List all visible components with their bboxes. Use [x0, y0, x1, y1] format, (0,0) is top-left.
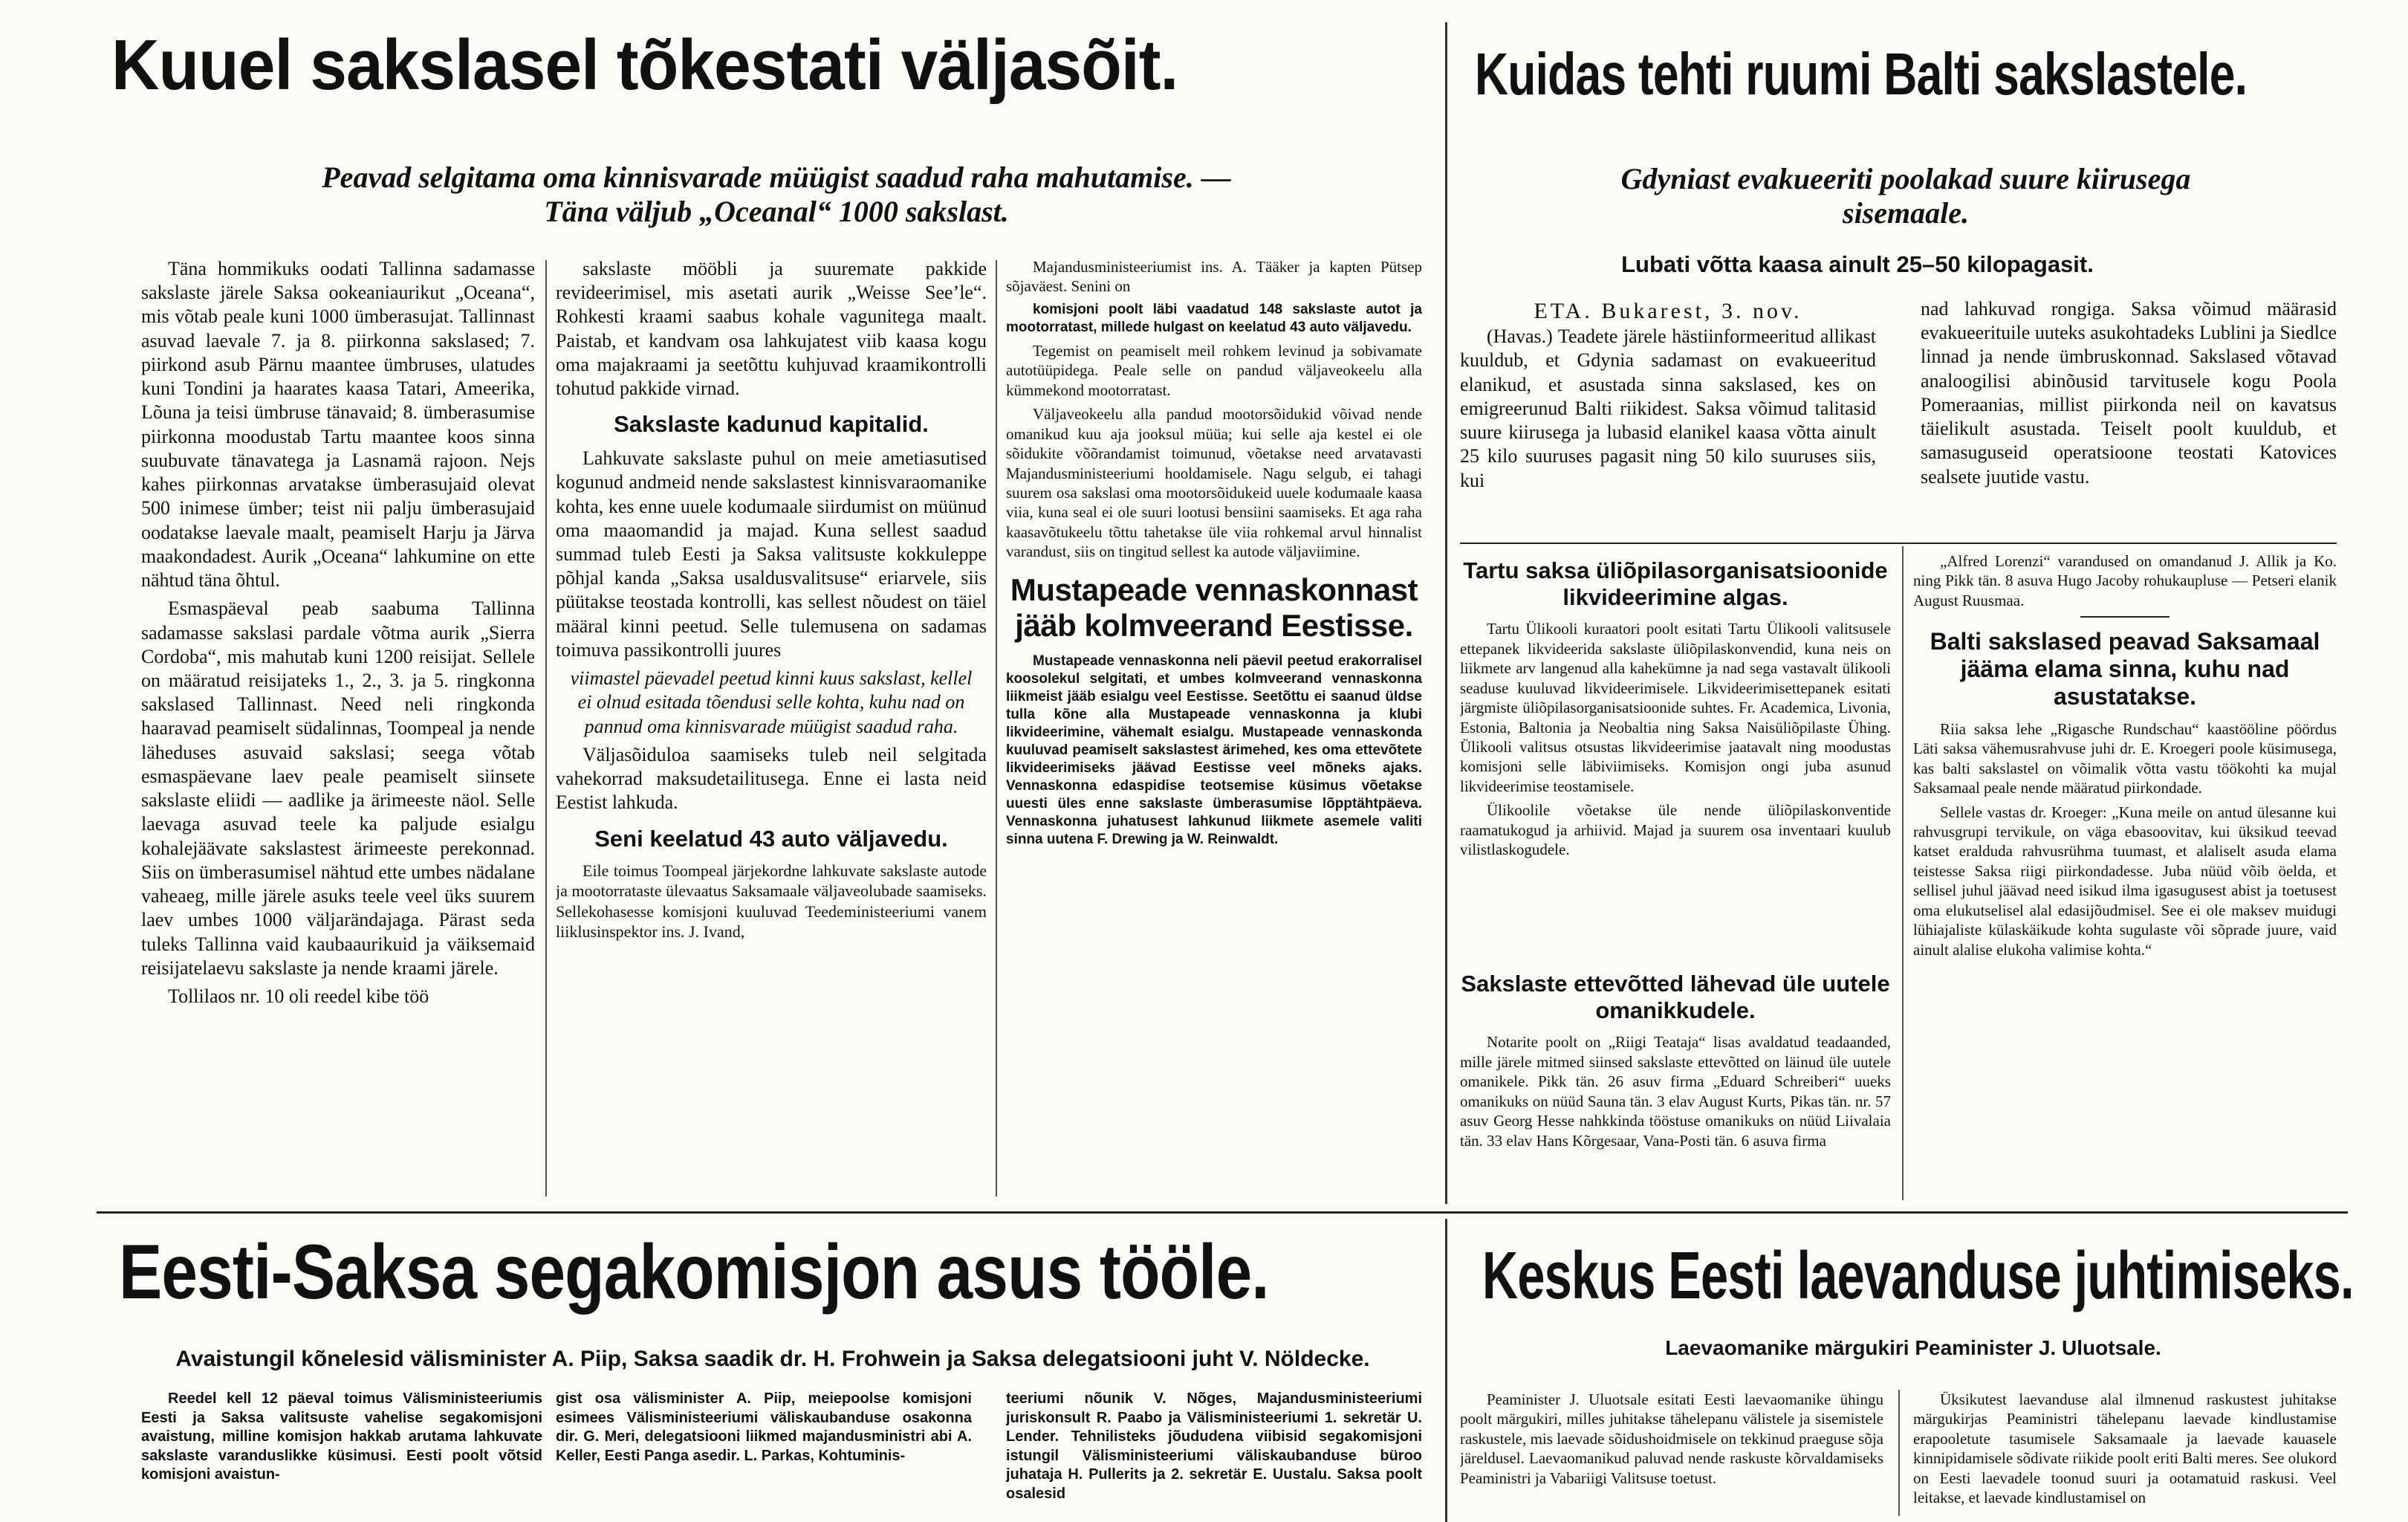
bottom-left-subhead: Avaistungil kõnelesid välisminister A. Piip, Saksa saadik dr. H. Frohwein ja Saksa delegatsiooni juht V. Nöldecke. — [175, 1347, 1370, 1371]
paragraph: Esmaspäeval peab saabuma Tallinna sadamasse sakslasi pardale võtma aurik „Sierra Cordoba“, mis mahutab kuni 1200 reisijat. Sellele on määratud reisijateks 1., 2., 3. ja 5. ringkonna sakslased Tallinnast. Need neli ringkonda haaravad peamiselt südalinnas, Toompeal ja nende läheduses asuvaid sakslasi; seega võtab esmaspäevane laev peale peamiselt siinsete sakslaste eliidi — aadlike ja ärimeeste näol. Selle laevaga asuvad teele ka paljude esialgu kohalejäävate sakslastest ärimeeste perekonnad. Siis on ümberasumisel nähtud ette umbes nädalane vaheaeg, mille järele asuks teele veel üks suurem laev umbes 1000 väljarändajaga. Pärast seda tuleks Tallinna vaid kaubaaurikuid ja väiksemaid reisijatelaevu sakslaste ja nende kraami järele. — [141, 598, 535, 979]
paragraph: Notarite poolt on „Riigi Teataja“ lisas avaldatud teadaanded, mille järele mitmed siinsed sakslaste ettevõtted on läinud üle uutele omanikele. Pikk tän. 26 asuv firma „Eduard Schreiberi“ uueks omanikuks on nüüd Sauna tän. 3 elav August Kurts, Pikas tän. nr. 57 asuv Georg Hesse nahkkinda tööstuse omanikuks on nüüd Liivalaia tän. 33 elav Hans Kõrgesaar, Vana-Posti tän. 6 asuva firma — [1460, 1033, 1891, 1150]
section-heading: Balti sakslased peavad Saksamaal jääma elama sinna, kuhu nad asustatakse. — [1930, 628, 2320, 710]
paragraph: Riia saksa lehe „Rigasche Rundschau“ kaastööline pöördus Läti saksa vähemusrahvuse juhi dr. E. Kroegeri poole küsimusega, kas balti sakslastel on võimalik võtta vastu töökohti ka mujal Saksamaal peale nende määratud piirkondade. — [1913, 719, 2337, 797]
main-deck-line1: Peavad selgitama oma kinnisvarade müügist saadud raha mahutamise. — — [322, 161, 1231, 194]
right-col-2 — [1921, 297, 2337, 535]
bold-passage: komisjoni poolt läbi vaadatud 148 sakslaste autot ja mootorratast, millede hulgast on keelatud 43 auto väljavedu. — [1006, 301, 1422, 335]
tartu-article — [1460, 551, 1891, 975]
section-heading: Sakslaste ettevõtted lähevad üle uutele omanikkudele. — [1461, 971, 1890, 1023]
bottom-right-headline: Keskus Eesti laevanduse juhtimiseks. — [1482, 1239, 2354, 1313]
paragraph: gist osa välisminister A. Piip, meiepoolse komisjoni esimees Välisministeeriumi väliskaubanduse osakonna dir. G. Meri, delegatsiooni liikmed majandusministri abi A. Keller, Eesti Panga asedir. L. Parkas, Kohtuminis- — [556, 1390, 972, 1464]
section-divider — [1445, 22, 1447, 1204]
right-subhead: Lubati võtta kaasa ainult 25–50 kilopagasit. — [1621, 251, 2094, 277]
paragraph: Täna hommikuks oodati Tallinna sadamasse sakslaste järele Saksa ookeaniaurikut „Oceana“, mis võtab peale kuni 1000 ümberasujat. Tallinnast asuvad laevale 7. ja 8. piirkonna sakslased; 7. piirkond asub Pärnu maantee ümbruses, ulatudes kuni Tondini ja haarates kaasa Tatari, Ameerika, Lõuna ja teisi ümbruse tänavaid; 8. ümberasumise piirkonna moodustab Tartu maantee koos sinna suubuvate tänavatega ja Lasnamä rajoon. Nejs kahes piirkonnas arvatakse ümberasujaid olevat 500 inimese ümber; teist nii palju ümberasujaid oodatakse laevale maalt, peamiselt Harju ja Järva maakondadest. Aurik „Oceana“ lahkumine on ette nähtud täna õhtul. — [141, 258, 535, 592]
column-rule — [996, 260, 997, 1196]
owners-article — [1460, 960, 1891, 1205]
paragraph: Reedel kell 12 päeval toimus Välisministeeriumis Eesti ja Saksa valitsuste vahelise segakomisjoni avaistung, milline komisjon hakkab arutama lahkuvate sakslaste varanduslikke küsimusi. Eesti poolt võtsid komisjoni avaistun- — [141, 1390, 542, 1483]
right-col-3 — [1913, 551, 2337, 1198]
paragraph: Väljaveokeelu alla pandud mootorsõidukid võivad nende omanikud kuu aja jooksul müüa; kui selle aja kestel ei ole sõidukite võõrandamist toimunud, võetakse need arvatavasti Majandusministeeriumi hooldamisele. Nagu selgub, ei tahagi suurem osa sakslasi oma mootorsõidukeid uuele kodumaale kaasa viia, kuna seal ei ole suuri lootusi bensiini saamiseks. Et aga raha kaasavõtukeelu tõttu tahetakse üle viia rohkemal arvul hinnalist varandust, siis on tingitud sellest ka autode väljaviimine. — [1006, 405, 1422, 561]
paragraph: „Alfred Lorenzi“ varandused on omandanud J. Allik ja Ko. ning Pikk tän. 8 asuva Hugo Jacoby rohukaupluse — Petseri elanik August Ruusmaa. — [1913, 552, 2337, 609]
bottom-left-col-3 — [1006, 1390, 1422, 1516]
main-deck — [111, 161, 1441, 229]
italic-passage: viimastel päevadel peetud kinni kuus sakslast, kellel ei olnud esitada tõendusi selle kohta, kuhu nad on pannud oma kinnisvarade müügist saadud raha. — [570, 667, 973, 737]
paragraph: sakslaste mööbli ja suuremate pakkide revideerimisel, mis asetati aurik „Weisse See’le“. Rohkesti kraami saabus kohale vagunitega maalt. Paistab, et kandvam osa lahkujatest viib kaasa kogu oma majakraami ja seetõttu kuhjuvad kraamikontrolli tohutud pakkide virnad. — [556, 258, 987, 400]
bold-passage: Mustapeade vennaskonna neli päevil peetud erakorralisel koosolekul selgitati, et umbes kolmveerand vennaskonna liikmeist jääb esialgu veel Eestisse. Seetõttu ei saanud üldse tulla kõne alla Mustapeade vennaskonna ja klubi likvideerimine, vähemalt esialgu. Mustapeade vennaskonda kuuluvad peamiselt sakslastest ärimehed, kes oma ettevõtete likvideerimiseks jäävad Eestisse veel mõneks ajaks. Vennaskonna edaspidise teotsemise küsimus võetakse uuesti üles enne sakslaste ümberasumise lõpptähtpäeva. Vennaskonna juhatusest lahkunud liikmete asemele valiti sinna uutena F. Drewing ja W. Reinwaldt. — [1006, 653, 1422, 847]
bottom-left-col-1 — [141, 1390, 542, 1516]
column-rule — [1898, 1390, 1900, 1516]
short-rule — [2080, 616, 2170, 618]
section-heading: Sakslaste kadunud kapitalid. — [614, 411, 929, 438]
page-divider — [97, 1211, 2348, 1214]
paragraph: Tartu Ülikooli kuraatori poolt esitati Tartu Ülikooli valitsusele ettepanek likvideerida sakslaste üliõpilaskonvendid, kuna neis on liikmete arv langenud alla kahekümne ja nad sega vastavalt ülikooli seaduse kuuluvad likvideerimisele. Likvideerimisettepanek esitati järgmiste üliõpilasorganisatsioonide suhtes. Fr. Academica, Livonia, Estonia, Baltonia ja Neobaltia ning Saksa Naisüliõpilaste Ühing. Ülikooli valitsus otsustas likvideerimise jaatavalt ning moodustas komisjoni selle läbiviimiseks. Komisjon ongi juba asunud likvideerimise teostamisele. — [1460, 620, 1891, 795]
paragraph: (Havas.) Teadete järele hästiinformeeritud allikast kuuldub, et Gdynia sadamast on evakueeritud elanikud, et asustada sinna sakslased, kes on emigreerunud Balti riikidest. Saksa võimud talitasid suure kiirusega ja lubasid elanikel kaasa võtta ainult 25 kilo suuruses pagasit ning 50 kilo suuruses siis, kui — [1460, 326, 1876, 491]
right-headline: Kuidas tehti ruumi Balti sakslastele. — [1475, 41, 2248, 107]
paragraph: Eile toimus Toompeal järjekordne lahkuvate sakslaste autode ja mootorrataste ülevaatus Saksamaale väljaveolubade saamiseks. Sellekohasesse komisjoni kuuluvad Teedeministeeriumi vanem liiklusinspektor ins. J. Ivand, — [556, 861, 987, 941]
bottom-right-subhead: Laevaomanike märgukiri Peaminister J. Uluotsale. — [1665, 1336, 2161, 1359]
section-divider — [1445, 1219, 1447, 1522]
section-rule — [1460, 543, 2337, 544]
right-deck-line1: Gdyniast evakueeriti poolakad suure kiirusega — [1620, 162, 2191, 195]
bottom-left-headline: Eesti-Saksa segakomisjon asus tööle. — [119, 1229, 1269, 1315]
right-deck-line2: sisemaale. — [1843, 196, 1969, 230]
column-rule — [1902, 546, 1904, 1200]
paragraph: Sellele vastas dr. Kroeger: „Kuna meile on antud ülesanne kui rahvusgrupi tervikule, on väga ebasoovitav, kui üksikud teevad katset eralduda rahvusrühma tuumast, et alaliselt asuda elama teistesse Saksa riigi piirkondadesse. Juba nüüd võib öelda, et sellisel juhul jäävad need isikud ilma igasugusest abist ja toetusest oma elukutselisel alal edasijõudmisel. See ei ole maksev muidugi lühiajaliste külaskäikude kohta sugulaste või sõprade juure, vaid ainult alalise elukoha valimise kohta.“ — [1913, 803, 2337, 959]
paragraph: Ülikoolile võetakse üle nende üliõpilaskonventide raamatukogud ja arhiivid. Majad ja suurem osa inventaari kuulub vilistlaskogudele. — [1460, 801, 1891, 859]
right-col-1 — [1460, 297, 1876, 535]
right-deck — [1460, 162, 2352, 230]
left-col-3 — [1006, 257, 1422, 1201]
paragraph: Lahkuvate sakslaste puhul on meie ametiasutised kogunud andmeid nende sakslastest kinnisvaraomanike kohta, kes enne uuele kodumaale siirdumist on müünud oma maaomandid ja majad. Kuna sellest saadud summad tuleb Eesti ja Saksa valitsuste kokkuleppe põhjal kanda „Saksa usaldusvalitsuse“ eriarvele, siis püütakse teostada kontrolli, kas sellest nõudest on täiel määral kinni peetud. Selle tulemusena on sadamas toimuva passikontrolli juures — [556, 447, 987, 661]
paragraph: Tollilaos nr. 10 oli reedel kibe töö — [168, 985, 429, 1008]
section-heading: Seni keelatud 43 auto väljavedu. — [594, 825, 948, 852]
paragraph: nad lahkuvad rongiga. Saksa võimud määrasid evakueerituile uuteks asukohtadeks Lublini ja Siedlce linnad ja nende ümbruskonnad. Sakslased võtavad analoogilisi abinõusid tarvitusele kogu Poola Pomeraanias, millist piirkonda neil on kavatsus täielikult asustada. Teiselt poolt kuuldub, et samasuguseid operatsioone teostati Katovices sealsete juutide vastu. — [1921, 298, 2337, 488]
bottom-left-col-2 — [556, 1390, 972, 1516]
paragraph: teeriumi nõunik V. Nõges, Majandusministeeriumi juriskonsult R. Paabo ja Välisministeeriumi 1. sekretär U. Lender. Tehnilisteks jõududena viibisid segakomisjoni istungil Välisministeeriumi väliskaubanduse büroo juhataja H. Pullerits ja 2. sekretär E. Uustalu. Saksa poolt osalesid — [1006, 1390, 1422, 1502]
paragraph: Väljasõiduloa saamiseks tuleb neil selgitada vahekorrad maksudetailitusega. Enne ei lasta neid Eestist lahkuda. — [556, 743, 987, 814]
left-col-1 — [141, 257, 535, 1201]
main-headline: Kuuel sakslasel tõkestati väljasõit. — [111, 25, 1178, 105]
paragraph: Üksikutest laevanduse alal ilmnenud raskustest juhitakse märgukirjas Peaministri tähelepanu laevade kindlustamise erapooletute tasumisele Saksamaale ja laevade kauasele kinnipidamisele sõdivate riikide poolt eriti Balti meres. See olukord on Eesti laevadele toonud suuri ja ootamatuid raskusi. Veel leitakse, et laevade kindlustamisel on — [1913, 1390, 2337, 1507]
column-rule — [545, 260, 547, 1196]
paragraph: Tegemist on peamiselt meil rohkem levinud ja sobivamate autotüüpidega. Peale selle on pandud väljaveokeelu alla kümmekond mootorratast. — [1006, 341, 1422, 399]
paragraph: Peaminister J. Uluotsale esitati Eesti laevaomanike ühingu poolt märgukiri, milles juhitakse tähelepanu välistele ja sisemistele raskustele, mis laevade sõidushoidmisele on tekkinud praeguse sõja järeldusel. Laevaomanikud paluvad nende raskuste kõrvaldamiseks Peaministri ja Vabariigi Valitsuse toetust. — [1460, 1390, 1883, 1487]
dateline: ETA. Bukarest, 3. nov. — [1534, 299, 1802, 323]
section-heading: Tartu saksa üliõpilasorganisatsioonide likvideerimine algas. — [1463, 557, 1888, 610]
paragraph: Majandusministeeriumist ins. A. Tääker ja kapten Pütsep sõjaväest. Senini on — [1006, 258, 1422, 296]
left-col-2 — [556, 257, 987, 1201]
main-deck-line2: Täna väljub „Oceanal“ 1000 sakslast. — [544, 195, 1009, 228]
bottom-right-col-2 — [1913, 1390, 2337, 1516]
section-heading: Mustapeade vennaskonnast jääb kolmveerand Eestisse. — [1010, 571, 1418, 644]
bottom-right-col-1 — [1460, 1390, 1883, 1516]
